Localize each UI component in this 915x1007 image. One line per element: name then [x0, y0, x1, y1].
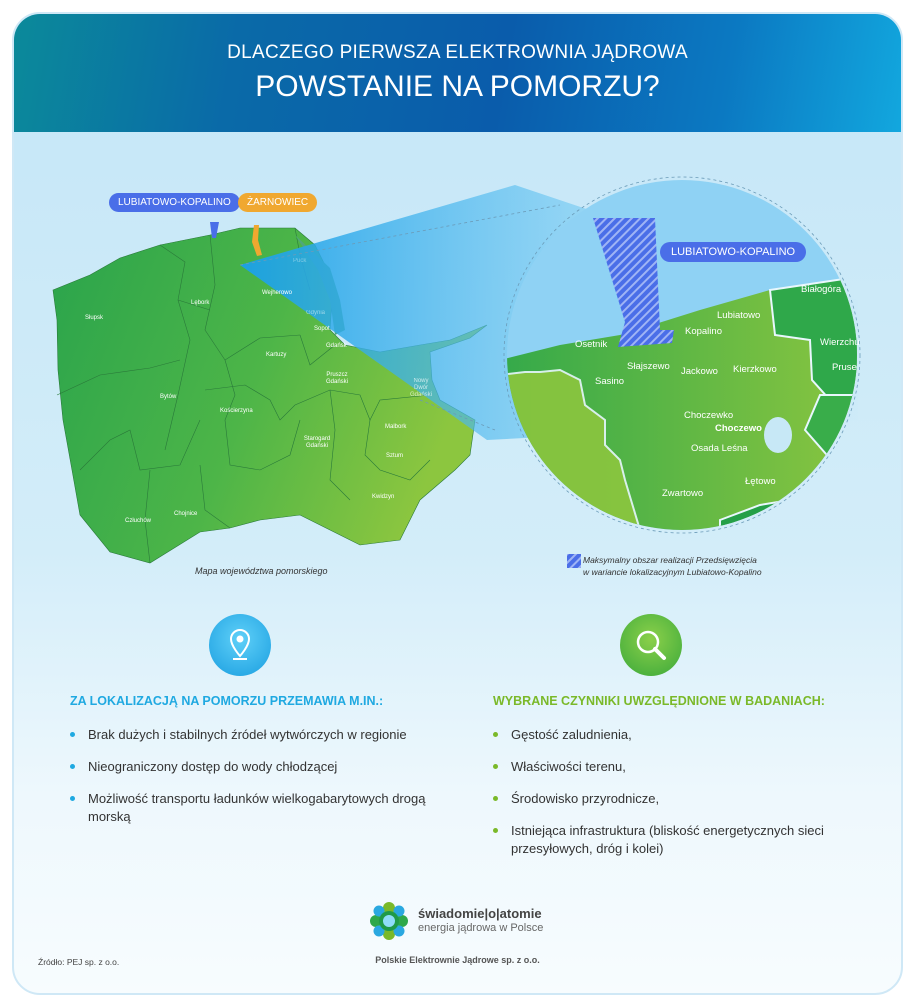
list-item: Właściwości terenu, — [493, 758, 833, 776]
place-label: Sasino — [595, 376, 625, 387]
place-label: Osetnik — [575, 339, 608, 350]
legend-line: w wariancie lokalizacyjnym Lubiatowo-Kopalino — [583, 567, 762, 577]
list-item: Nieograniczony dostęp do wody chłodzącej — [70, 758, 440, 776]
county-label: Pruszcz Gdański — [325, 372, 348, 385]
place-label: Choczewko — [684, 410, 734, 421]
county-label: Gdańsk — [326, 343, 347, 349]
left-list — [70, 726, 440, 840]
county-label: Lębork — [191, 300, 210, 306]
list-item: Możliwość transportu ładunków wielkogabarytowych drogą morską — [70, 790, 440, 826]
place-label: Białogóra — [801, 284, 842, 295]
list-item: Gęstość zaludnienia, — [493, 726, 833, 744]
logo-tagline: energia jądrowa w Polsce — [418, 922, 544, 934]
county-label: Wejherowo — [262, 290, 292, 296]
list-item: Istniejąca infrastruktura (bliskość energetycznych sieci przesyłowych, dróg i kolei) — [493, 822, 833, 858]
place-label: Kierzkowo — [733, 364, 777, 375]
county-label: Bytów — [160, 394, 177, 400]
place-label: Słajszewo — [627, 361, 670, 372]
company-name: Polskie Elektrownie Jądrowe sp. z o.o. — [375, 955, 540, 965]
left-heading: ZA LOKALIZACJĄ NA POMORZU PRZEMAWIA M.IN.: — [70, 694, 384, 708]
header-subtitle: DLACZEGO PIERWSZA ELEKTROWNIA JĄDROWA — [227, 42, 688, 63]
place-label: Choczewo — [715, 423, 762, 434]
place-label: Kopalino — [685, 326, 722, 337]
zarnowiec-pill: ŻARNOWIEC — [238, 193, 317, 212]
list-item: Środowisko przyrodnicze, — [493, 790, 833, 808]
county-label: Kartuzy — [266, 352, 287, 358]
map-legend — [583, 554, 762, 578]
place-label: Osada Leśna — [691, 443, 748, 454]
legend-line: Maksymalny obszar realizacji Przedsięwzięcia — [583, 555, 757, 565]
county-label: Chojnice — [174, 511, 198, 517]
county-label: Kościerzyna — [220, 408, 253, 414]
zoom-pill: LUBIATOWO-KOPALINO — [660, 242, 806, 262]
county-label: Słupsk — [85, 315, 104, 321]
right-list — [493, 726, 833, 872]
county-label: Malbork — [385, 424, 407, 430]
legend-hatch-swatch — [567, 554, 581, 568]
place-label: Jackowo — [681, 366, 718, 377]
county-label: Człuchów — [125, 518, 152, 524]
county-label: Kwidzyn — [372, 494, 395, 500]
source-note: Źródło: PEJ sp. z o.o. — [38, 957, 120, 967]
list-item: Brak dużych i stabilnych źródeł wytwórczych w regionie — [70, 726, 440, 744]
lubiatowo-pill: LUBIATOWO-KOPALINO — [109, 193, 240, 212]
county-label: Starogard Gdański — [303, 436, 331, 449]
county-label: Sztum — [386, 453, 404, 459]
county-label: Sopot — [314, 326, 330, 332]
county-label: Puck — [293, 258, 307, 264]
place-label: Zwartowo — [662, 488, 704, 499]
county-label: Gdynia — [306, 310, 326, 316]
location-pin-icon — [209, 614, 271, 676]
place-label: Lubiatowo — [717, 310, 761, 321]
magnifier-icon — [620, 614, 682, 676]
place-label: Łętowo — [745, 476, 776, 487]
logo-name: świadomie|o|atomie — [418, 906, 542, 921]
header-title: POWSTANIE NA POMORZU? — [255, 70, 660, 103]
right-heading: WYBRANE CZYNNIKI UWZGLĘDNIONE W BADANIACH: — [493, 694, 825, 708]
place-label: Pruse — [832, 362, 857, 373]
place-label: Wierzchu — [820, 337, 860, 348]
county-label: Nowy Dwór Gdański — [409, 378, 432, 398]
map-caption: Mapa województwa pomorskiego — [195, 566, 328, 576]
logo-mark — [368, 900, 410, 942]
